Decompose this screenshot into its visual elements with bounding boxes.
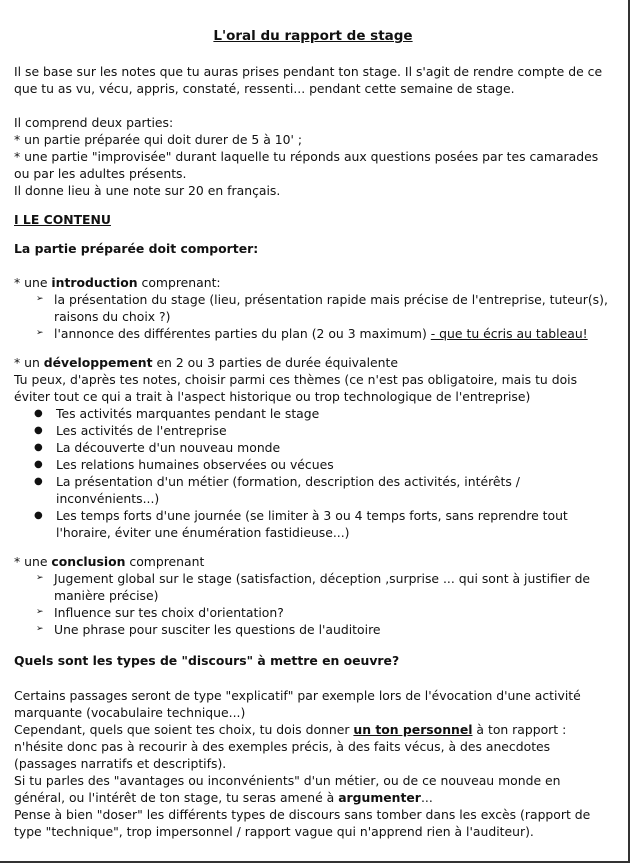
parts-line-4: Il donne lieu à une note sur 20 en français. (14, 183, 281, 198)
development-text: Tu peux, d'après tes notes, choisir parmi ces thèmes (ce n'est pas obligatoire, mais tu dois éviter tout ce qui a trait à l'aspect historique ou trop technologique de l'entreprise) (14, 372, 578, 404)
list-item: ➢ la présentation du stage (lieu, présentation rapide mais précise de l'entreprise, tuteur(s), raisons du choix ?) (14, 291, 612, 325)
list-item: ● Les activités de l'entreprise (14, 422, 612, 439)
parts-line-2: * un partie préparée qui doit durer de 5 à 10' ; (14, 132, 303, 147)
themes-list (14, 405, 612, 541)
list-item: ➢ l'annonce des différentes parties du plan (2 ou 3 maximum) - que tu écris au tableau! (14, 325, 612, 342)
list-item: ➢ Une phrase pour susciter les questions de l'auditoire (14, 621, 612, 638)
conclusion-list (14, 570, 612, 638)
list-item: ● Les relations humaines observées ou vécues (14, 456, 612, 473)
conclusion-heading: * une conclusion comprenant (14, 554, 205, 569)
parts-line-3: * une partie "improvisée" durant laquelle tu réponds aux questions posées par tes camarades ou par les adultes présents. (14, 149, 599, 181)
discourse-heading: Quels sont les types de "discours" à mettre en oeuvre? (14, 653, 400, 668)
section-heading: I LE CONTENU (14, 212, 111, 227)
introduction-heading: * une introduction comprenant: (14, 275, 221, 290)
list-item: ● Les temps forts d'une journée (se limiter à 3 ou 4 temps forts, sans reprendre tout l'horaire, éviter une énumération fastidieuse...) (14, 507, 612, 541)
list-item: ➢ Jugement global sur le stage (satisfaction, déception ,surprise ... qui sont à justifier de manière précise) (14, 570, 612, 604)
intro-paragraph: Il se base sur les notes que tu auras prises pendant ton stage. Il s'agit de rendre compte de ce que tu as vu, vécu, appris, constaté, ressenti... pendant cette semaine de stage. (14, 64, 603, 96)
discourse-paragraph-4: Pense à bien "doser" les différents types de discours sans tomber dans les excès (rapport de type "technique", trop impersonnel / rapport vague qui n'apprend rien à l'auditeur). (14, 807, 591, 839)
conclusion-keyword: conclusion (51, 554, 126, 569)
list-item: ➢ Influence sur tes choix d'orientation? (14, 604, 612, 621)
discourse-paragraph-3: Si tu parles des "avantages ou inconvénients" d'un métier, ou de ce nouveau monde en général, ou l'intérêt de ton stage, tu seras amené à argumenter... (14, 773, 561, 805)
page-title: L'oral du rapport de stage (213, 28, 413, 44)
discourse-paragraph-1: Certains passages seront de type "explicatif" par exemple lors de l'évocation d'une activité marquante (vocabulaire technique...) (14, 688, 581, 720)
personal-tone-emphasis: un ton personnel (353, 722, 473, 737)
parts-line-1: Il comprend deux parties: (14, 115, 174, 130)
argue-emphasis: argumenter (338, 790, 421, 805)
development-heading: * un développement en 2 ou 3 parties de durée équivalente (14, 355, 399, 370)
prepared-part-heading: La partie préparée doit comporter: (14, 241, 259, 256)
development-keyword: développement (43, 355, 153, 370)
introduction-list (14, 291, 612, 342)
underlined-note: - que tu écris au tableau! (430, 326, 588, 341)
list-item: ● Tes activités marquantes pendant le stage (14, 405, 612, 422)
discourse-paragraph-2: Cependant, quels que soient tes choix, tu dois donner un ton personnel à ton rapport : n'hésite donc pas à recourir à des exemples précis, à des faits vécus, à des anecdotes (passages narratifs et descriptifs). (14, 722, 567, 771)
introduction-keyword: introduction (51, 275, 138, 290)
list-item: ● La découverte d'un nouveau monde (14, 439, 612, 456)
list-item: ● La présentation d'un métier (formation, description des activités, intérêts / inconvénients...) (14, 473, 612, 507)
